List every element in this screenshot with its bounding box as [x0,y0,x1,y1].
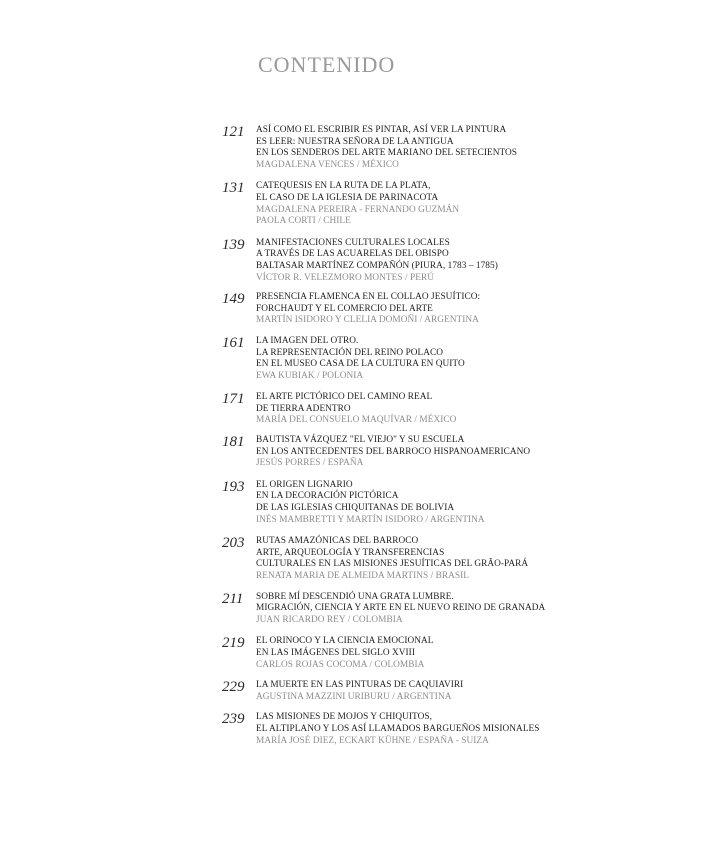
page-number: 131 [222,180,245,197]
entry-title-line: EN LA DECORACIÓN PICTÓRICA [256,491,399,502]
entry-author-line: MARÍA DEL CONSUELO MAQUÍVAR / MÉXICO [256,415,457,426]
page-number: 171 [222,391,245,408]
toc-entry [222,712,682,747]
toc-entry [222,336,682,382]
entry-title-line: EL ORINOCO Y LA CIENCIA EMOCIONAL [256,636,434,647]
entry-body [256,592,682,627]
entry-title-line: EN LOS ANTECEDENTES DEL BARROCO HISPANOAMERICANO [256,446,531,457]
toc-entry [222,592,682,627]
page-number: 203 [222,535,245,552]
entry-title-line: CATEQUESIS EN LA RUTA DE LA PLATA, [256,181,431,192]
toc-entry [222,536,682,582]
entry-body [256,435,682,470]
entry-title-line: ASÍ COMO EL ESCRIBIR ES PINTAR, ASÍ VER LA PINTURA [256,125,507,135]
table-of-contents [222,125,682,747]
entry-body [256,480,682,526]
entry-title-line: FORCHAUDT Y EL COMERCIO DEL ARTE [256,303,433,314]
entry-title-line: MIGRACIÓN, CIENCIA Y ARTE EN EL NUEVO REINO DE GRANADA [256,603,546,614]
entry-author-line: MAGDALENA PEREIRA - FERNANDO GUZMÁN [256,204,460,215]
entry-author-line: JESÚS PORRES / ESPAÑA [256,458,364,469]
entry-title-line: EL ARTE PICTÓRICO DEL CAMINO REAL [256,392,433,403]
page-title: CONTENIDO [258,52,396,77]
entry-author-line: PAOLA CORTI / CHILE [256,216,351,227]
entry-author-line: VÍCTOR R. VELEZMORO MONTES / PERÚ [256,272,434,283]
entry-title-line: BAUTISTA VÁZQUEZ "EL VIEJO" Y SU ESCUELA [256,435,465,446]
entry-author-line: MARÍA JOSÉ DIEZ, ECKART KÜHNE / ESPAÑA - SUIZA [256,735,489,746]
entry-body [256,238,682,284]
entry-body [256,536,682,582]
entry-title-line: DE LAS IGLESIAS CHIQUITANAS DE BOLIVIA [256,503,455,514]
toc-entry [222,181,682,227]
page-number: 181 [222,434,245,451]
entry-title-line: DE TIERRA ADENTRO [256,403,351,414]
page-number: 219 [222,635,245,652]
entry-body [256,392,682,427]
toc-entry [222,292,682,327]
entry-title-line: SOBRE MÍ DESCENDIÓ UNA GRATA LUMBRE. [256,591,454,602]
entry-title-line: LAS MISIONES DE MOJOS Y CHIQUITOS, [256,712,432,723]
entry-body [256,680,682,703]
page-number: 239 [222,711,245,728]
entry-title-line: EL ORIGEN LIGNARIO [256,479,353,490]
entry-title-line: ARTE, ARQUEOLOGÍA Y TRANSFERENCIAS [256,547,445,558]
toc-entry [222,680,682,703]
entry-body [256,292,682,327]
entry-title-line: LA IMAGEN DEL OTRO. [256,335,359,346]
toc-entry [222,636,682,671]
entry-body [256,712,682,747]
entry-author-line: JUAN RICARDO REY / COLOMBIA [256,614,403,625]
page-number: 121 [222,124,245,140]
toc-entry [222,392,682,427]
entry-title-line: EN LAS IMÁGENES DEL SIGLO XVIII [256,647,415,658]
entry-title-line: A TRAVÉS DE LAS ACUARELAS DEL OBISPO [256,249,449,260]
page-number: 229 [222,679,245,696]
entry-author-line: MARTÍN ISIDORO Y CLELIA DOMOÑI / ARGENTINA [256,315,479,326]
entry-author-line: EWA KUBIAK / POLONIA [256,370,364,381]
entry-title-line: EN LOS SENDEROS DEL ARTE MARIANO DEL SETECIENTOS [256,148,518,159]
entry-title-line: CULTURALES EN LAS MISIONES JESUÍTICAS DEL GRÃO-PARÁ [256,559,529,570]
entry-title-line: ES LEER: NUESTRA SEÑORA DE LA ANTIGUA [256,136,454,147]
entry-title-line: EL ALTIPLANO Y LOS ASÍ LLAMADOS BARGUEÑOS MISIONALES [256,723,540,734]
entry-body [256,636,682,671]
entry-title-line: MANIFESTACIONES CULTURALES LOCALES [256,237,450,248]
entry-author-line: INÉS MAMBRETTI Y MARTÍN ISIDORO / ARGENTINA [256,514,485,525]
toc-entry [222,480,682,526]
page-number: 211 [222,590,244,607]
entry-body [256,125,682,171]
toc-entry [222,238,682,284]
entry-title-line: LA MUERTE EN LAS PINTURAS DE CAQUIAVIRI [256,680,464,691]
page-number: 161 [222,334,245,351]
page-number: 149 [222,291,245,308]
entry-author-line: RENATA MARIA DE ALMEIDA MARTINS / BRASIL [256,571,469,581]
entry-author-line: CARLOS ROJAS COCOMA / COLOMBIA [256,659,425,670]
page-number: 193 [222,478,245,495]
entry-author-line: AGUSTINA MAZZINI URIBURU / ARGENTINA [256,691,452,702]
entry-title-line: RUTAS AMAZÓNICAS DEL BARROCO [256,536,419,547]
page-number: 139 [222,236,245,253]
entry-body [256,336,682,382]
toc-entry [222,125,682,171]
entry-body [256,181,682,227]
entry-title-line: EL CASO DE LA IGLESIA DE PARINACOTA [256,192,439,203]
entry-title-line: LA REPRESENTACIÓN DEL REINO POLACO [256,347,444,358]
entry-author-line: MAGDALENA VENCES / MÉXICO [256,159,399,170]
entry-title-line: PRESENCIA FLAMENCA EN EL COLLAO JESUÍTICO: [256,292,481,303]
toc-entry [222,435,682,470]
entry-title-line: EN EL MUSEO CASA DE LA CULTURA EN QUITO [256,359,465,370]
entry-title-line: BALTASAR MARTÍNEZ COMPAÑÓN (PIURA, 1783 – 1785) [256,260,498,271]
